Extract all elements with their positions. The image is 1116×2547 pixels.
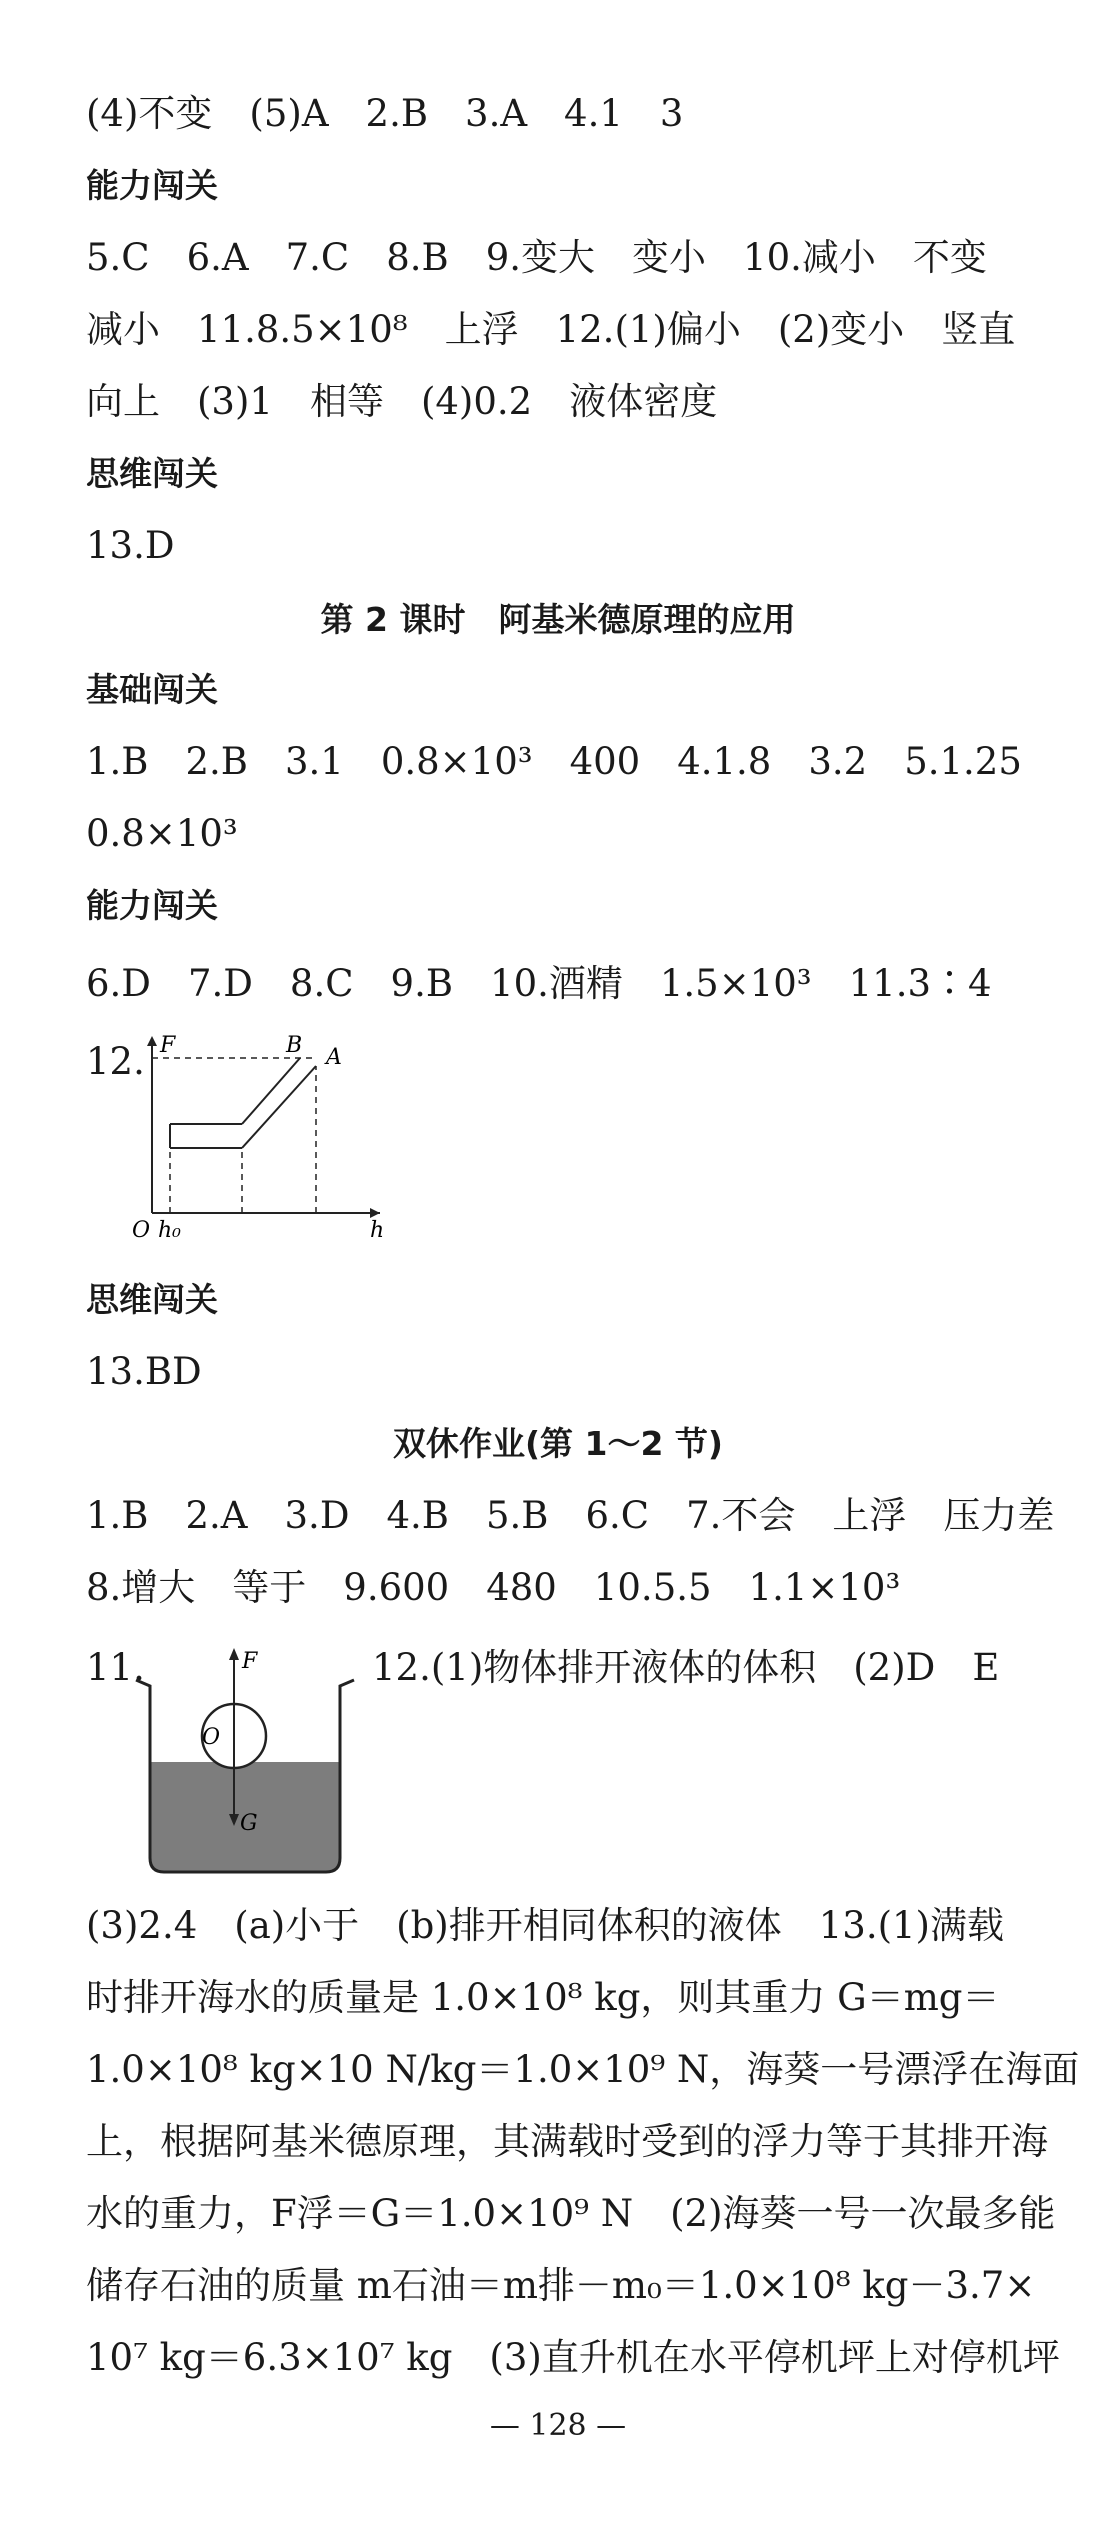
- force-depth-graph: [120, 1028, 440, 1243]
- answer-line-14: (3)2.4 (a)小于 (b)排开相同体积的液体 13.(1)满载: [86, 1904, 1004, 1947]
- graph-label-a: A: [326, 1045, 342, 1070]
- answer-line-18: 水的重力，F浮＝G＝1.0×10⁹ N (2)海葵一号一次最多能: [86, 2192, 1056, 2235]
- answer-line-13-text: 12.(1)物体排开液体的体积 (2)D E: [372, 1646, 1000, 1689]
- answer-line-10: 13.BD: [86, 1350, 202, 1393]
- diagram-label-o: O: [202, 1725, 221, 1750]
- answer-line-6: 1.B 2.B 3.1 0.8×10³ 400 4.1.8 3.2 5.1.25: [86, 740, 1022, 783]
- answer-line-1: (4)不变 (5)A 2.B 3.A 4.1 3: [86, 92, 684, 135]
- answer-12-number: 12.: [86, 1040, 145, 1083]
- graph-label-f: F: [160, 1033, 176, 1058]
- answer-line-4: 向上 (3)1 相等 (4)0.2 液体密度: [86, 380, 718, 423]
- answer-line-16: 1.0×10⁸ kg×10 N/kg＝1.0×10⁹ N，海葵一号漂浮在海面: [86, 2048, 1080, 2091]
- answer-line-5: 13.D: [86, 524, 175, 567]
- answer-line-20: 10⁷ kg＝6.3×10⁷ kg (3)直升机在水平停机坪上对停机坪: [86, 2336, 1060, 2379]
- answer-line-15: 时排开海水的质量是 1.0×10⁸ kg，则其重力 G＝mg＝: [86, 1976, 1000, 2019]
- answer-line-12: 8.增大 等于 9.600 480 10.5.5 1.1×10³: [86, 1566, 901, 1609]
- answer-line-19: 储存石油的质量 m石油＝m排－m₀＝1.0×10⁸ kg－3.7×: [86, 2264, 1036, 2307]
- diagram-label-f: F: [242, 1649, 258, 1674]
- answer-line-11: 1.B 2.A 3.D 4.B 5.B 6.C 7.不会 上浮 压力差: [86, 1494, 1055, 1537]
- graph-label-h0: h₀: [158, 1218, 181, 1243]
- graph-label-h: h: [370, 1218, 385, 1243]
- heading-thinking: 思维闯关: [86, 454, 218, 493]
- page-number: — 128 —: [489, 2408, 627, 2443]
- heading-basic: 基础闯关: [86, 670, 218, 709]
- heading-ability: 能力闯关: [86, 166, 218, 205]
- beaker-force-diagram: [130, 1640, 360, 1880]
- section-title-weekend: 双休作业(第 1～2 节): [392, 1424, 724, 1463]
- diagram-label-g: G: [240, 1811, 258, 1836]
- answer-line-8: 6.D 7.D 8.C 9.B 10.酒精 1.5×10³ 11.3∶4: [86, 962, 992, 1005]
- section-title-lesson-2: 第 2 课时 阿基米德原理的应用: [320, 600, 796, 639]
- graph-label-b: B: [286, 1033, 303, 1058]
- answer-line-7: 0.8×10³: [86, 812, 238, 855]
- answer-line-2: 5.C 6.A 7.C 8.B 9.变大 变小 10.减小 不变: [86, 236, 987, 279]
- heading-thinking-2: 思维闯关: [86, 1280, 218, 1319]
- answer-11-number: 11.: [86, 1646, 145, 1689]
- answer-line-3: 减小 11.8.5×10⁸ 上浮 12.(1)偏小 (2)变小 竖直: [86, 308, 1016, 351]
- answer-line-17: 上，根据阿基米德原理，其满载时受到的浮力等于其排开海: [86, 2120, 1048, 2163]
- graph-label-o: O: [132, 1218, 151, 1243]
- heading-ability-2: 能力闯关: [86, 886, 218, 925]
